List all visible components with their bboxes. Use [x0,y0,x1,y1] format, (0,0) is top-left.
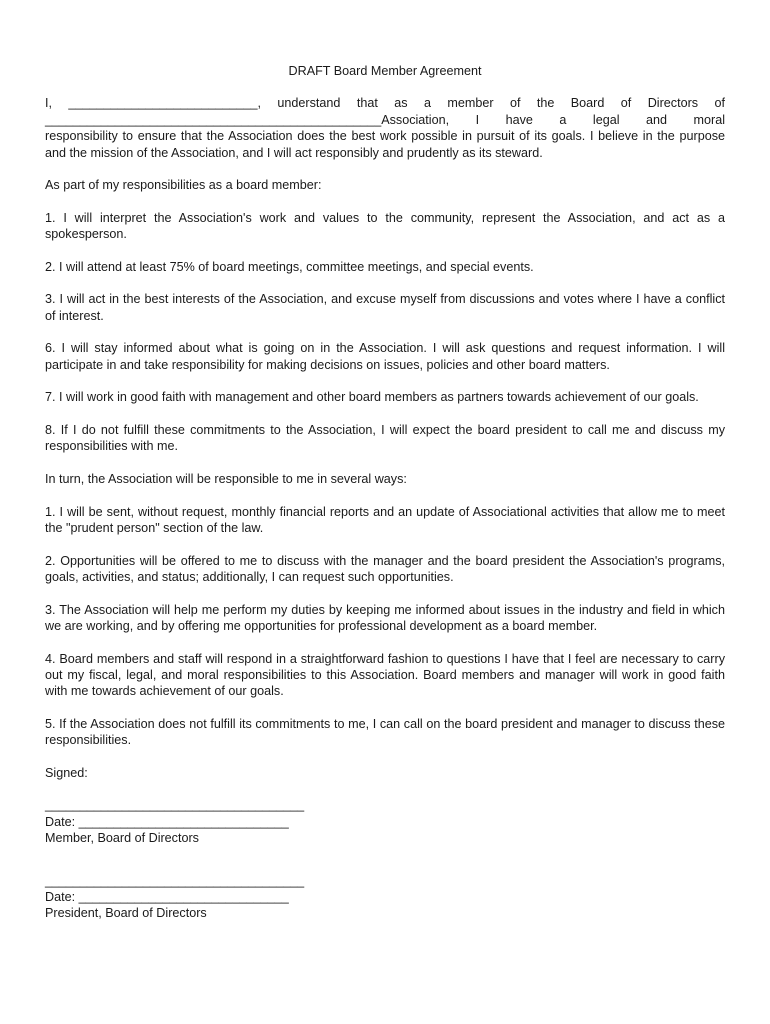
member-item: 1. I will interpret the Association's work and values to the community, represent the Association, and act as a spokesperson. [45,210,725,242]
member-item: 2. I will attend at least 75% of board meetings, committee meetings, and special events. [45,259,534,274]
responsibilities-heading: As part of my responsibilities as a board member: [45,178,322,193]
member-signature-line: _____________________________________ [45,798,305,813]
president-signature-line: _____________________________________ [45,873,305,888]
member-item: 7. I will work in good faith with management and other board members as partners towards achievement of our goals. [45,390,699,405]
member-role-label: Member, Board of Directors [45,831,199,846]
president-date-line: Date: ______________________________ [45,890,289,905]
document-page [45,63,725,922]
association-item: 3. The Association will help me perform my duties by keeping me informed about issues in the industry and field in which we are working, and by offering me opportunities for professional development as a board member. [45,602,725,633]
intro-line-2: ________________________________________________Association, I have a legal and moral [45,112,725,127]
member-date-line: Date: ______________________________ [45,814,289,829]
intro-line-1: I, ___________________________, understand that as a member of the Board of Directors of [45,96,725,111]
association-item: 2. Opportunities will be offered to me to discuss with the manager and the board president the Association's programs, goals, activities, and status; additionally, I can request such opportunities. [45,553,725,584]
association-item: 4. Board members and staff will respond in a straightforward fashion to questions I have that I feel are necessary to carry out my fiscal, legal, and moral responsibilities to this Association. Board members and manager will work in good faith with me towards achievement of our goals. [45,651,725,699]
association-heading: In turn, the Association will be responsible to me in several ways: [45,472,407,486]
document-title: DRAFT Board Member Agreement [288,64,482,78]
association-item: 5. If the Association does not fulfill its commitments to me, I can call on the board president and manager to discuss these responsibilities. [45,717,725,748]
signed-label: Signed: [45,766,88,780]
member-item: 8. If I do not fulfill these commitments to the Association, I will expect the board president to call me and discuss my responsibilities with me. [45,423,725,454]
intro-paragraph: responsibility to ensure that the Association does the best work possible in pursuit of its goals. I believe in the purpose and the mission of the Association, and I will act responsibly and prudently as its steward. [45,129,725,160]
member-item: 3. I will act in the best interests of the Association, and excuse myself from discussions and votes where I have a conflict of interest. [45,292,725,323]
member-item: 6. I will stay informed about what is going on in the Association. I will ask questions and request information. I will participate in and take responsibility for making decisions on issues, policies and other board matters. [45,341,725,372]
president-role-label: President, Board of Directors [45,906,207,921]
president-signature-block [45,873,725,922]
member-signature-block [45,797,725,846]
association-item: 1. I will be sent, without request, monthly financial reports and an update of Associational activities that allow me to meet the "prudent person" section of the law. [45,504,725,535]
